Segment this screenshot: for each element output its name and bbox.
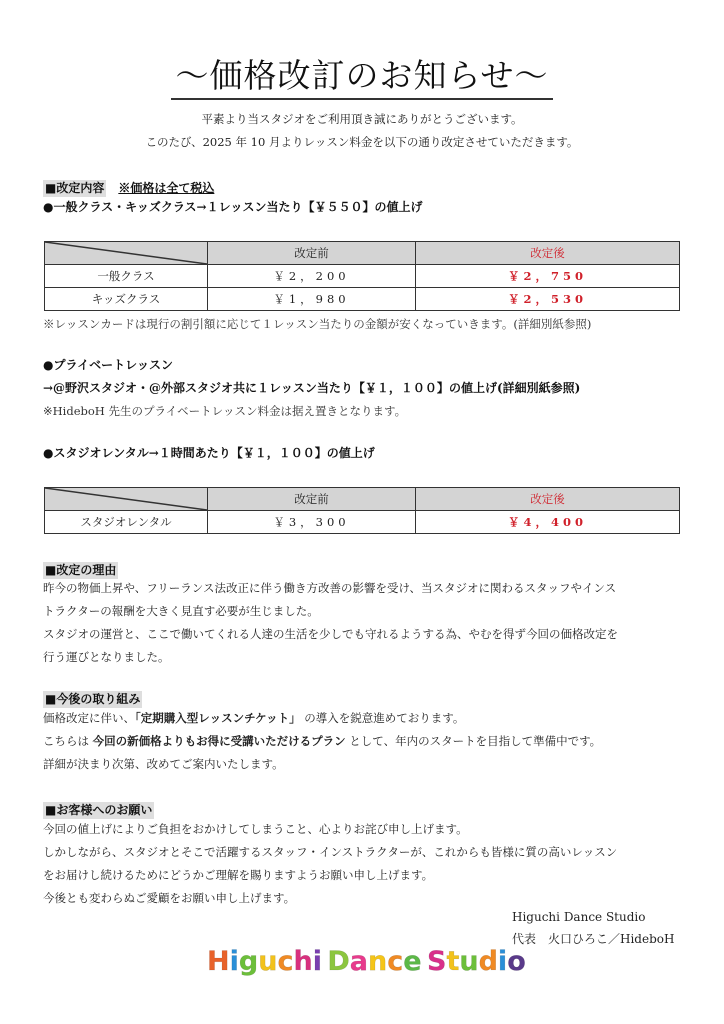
studio-logo xyxy=(207,947,526,977)
logo-letter: d xyxy=(478,946,498,977)
intro-line-2: このたび、2025 年 10 月よりレッスン料金を以下の通り改定させていただきます。 xyxy=(145,135,579,149)
price-after: ￥2，530 xyxy=(416,288,680,311)
reason-heading: ■改定の理由 xyxy=(45,563,117,577)
header-before: 改定前 xyxy=(208,488,416,511)
ticket-name: 「定期購入型レッスンチケット」 xyxy=(135,711,301,725)
logo-letter: i xyxy=(229,946,239,977)
plan-description: 今回の新価格よりもお得に受講いただけるプラン xyxy=(92,734,346,748)
revision-heading-row xyxy=(43,177,214,197)
future-line-1 xyxy=(43,707,688,730)
page-title: ～価格改訂のお知らせ～ xyxy=(171,56,552,100)
request-body xyxy=(43,818,688,910)
general-price-line: ●一般クラス・キッズクラス→１レッスン当たり【￥５５０】の値上げ xyxy=(43,200,423,214)
lesson-card-note: ※レッスンカードは現行の割引額に応じて１レッスン当たりの金額が安くなっていきます。(詳細別紙参照) xyxy=(43,317,592,331)
private-lesson-note: ※HideboH 先生のプライベートレッスン料金は据え置きとなります。 xyxy=(43,404,407,418)
logo-letter: u xyxy=(459,946,479,977)
private-lesson-line: →@野沢スタジオ・@外部スタジオ共に１レッスン当たり【￥１，１００】の値上げ(詳細別紙参照) xyxy=(43,381,581,395)
request-heading-row xyxy=(43,799,154,819)
row-label: 一般クラス xyxy=(45,265,208,288)
header-after: 改定後 xyxy=(416,488,680,511)
future-heading: ■今後の取り組み xyxy=(45,692,141,706)
logo-letter: h xyxy=(293,946,313,977)
studio-rental-line: ●スタジオレンタル→１時間あたり【￥１，１００】の値上げ xyxy=(43,446,375,460)
revision-heading: ■改定内容 xyxy=(45,181,105,195)
future-line-3: 詳細が決まり次第、改めてご案内いたします。 xyxy=(43,757,284,771)
price-before: ￥1，980 xyxy=(208,288,416,311)
table-row xyxy=(45,511,680,534)
request-line: 今回の値上げによりご負担をおかけしてしまうこと、心よりお詫び申し上げます。 xyxy=(43,822,468,836)
tax-note: ※価格は全て税込 xyxy=(118,181,215,195)
table-row xyxy=(45,265,680,288)
logo-letter: g xyxy=(238,946,259,977)
logo-letter: n xyxy=(368,946,388,977)
text: 価格改定に伴い、 xyxy=(43,711,135,725)
diagonal-line-icon xyxy=(45,488,207,510)
rental-price-table xyxy=(44,487,680,534)
logo-letter: o xyxy=(507,946,526,977)
table-corner-cell xyxy=(45,242,208,265)
future-line-2 xyxy=(43,730,688,753)
header-before: 改定前 xyxy=(208,242,416,265)
reason-heading-row xyxy=(43,559,118,579)
row-label: スタジオレンタル xyxy=(45,511,208,534)
table-row xyxy=(45,288,680,311)
price-before: ￥2，200 xyxy=(208,265,416,288)
header-after: 改定後 xyxy=(416,242,680,265)
reason-body xyxy=(43,577,688,669)
text: の導入を鋭意進めております。 xyxy=(300,711,465,725)
future-body xyxy=(43,707,688,776)
logo-letter: c xyxy=(387,946,404,977)
text: として、年内のスタートを目指して準備中です。 xyxy=(345,734,602,748)
class-price-table xyxy=(44,241,680,311)
request-line: をお届けし続けるためにどうかご理解を賜りますようお願い申し上げます。 xyxy=(43,868,434,882)
price-after: ￥2，750 xyxy=(416,265,680,288)
logo-letter: t xyxy=(446,946,460,977)
request-line: 今後とも変わらぬご愛顧をお願い申し上げます。 xyxy=(43,891,296,905)
price-after: ￥4，400 xyxy=(416,511,680,534)
text: こちらは xyxy=(43,734,93,748)
page-title-wrap xyxy=(0,56,724,100)
signature-studio: Higuchi Dance Studio xyxy=(512,910,646,924)
logo-letter: i xyxy=(312,946,322,977)
reason-line: スタジオの運営と、ここで働いてくれる人達の生活を少しでも守れるようする為、やむを得ず今回の価格改定を xyxy=(43,627,618,641)
table-corner-cell xyxy=(45,488,208,511)
request-line: しかしながら、スタジオとそこで活躍するスタッフ・インストラクターが、これからも皆様に質の高いレッスン xyxy=(43,845,618,859)
reason-line: トラクターの報酬を大きく見直す必要が生じました。 xyxy=(43,604,319,618)
logo-letter: e xyxy=(403,946,422,977)
intro-line-1: 平素より当スタジオをご利用頂き誠にありがとうございます。 xyxy=(201,112,523,126)
reason-line: 昨今の物価上昇や、フリーランス法改正に伴う働き方改善の影響を受け、当スタジオに関わるスタッフやインス xyxy=(43,581,617,595)
row-label: キッズクラス xyxy=(45,288,208,311)
table-header-row xyxy=(45,488,680,511)
logo-letter: c xyxy=(277,946,294,977)
logo-letter: S xyxy=(426,946,447,977)
reason-line: 行う運びとなりました。 xyxy=(43,650,170,664)
future-heading-row xyxy=(43,688,142,708)
logo-letter: u xyxy=(258,946,278,977)
logo-letter: i xyxy=(497,946,508,977)
logo-letter: D xyxy=(327,946,350,977)
diagonal-line-icon xyxy=(45,242,207,264)
request-heading: ■お客様へのお願い xyxy=(45,803,153,817)
price-before: ￥3，300 xyxy=(208,511,416,534)
table-header-row xyxy=(45,242,680,265)
private-lesson-title: ●プライベートレッスン xyxy=(43,358,173,372)
signature-representative: 代表 火口ひろこ／HideboH xyxy=(512,932,675,946)
logo-letter: a xyxy=(349,946,369,977)
logo-letter: H xyxy=(207,946,230,977)
